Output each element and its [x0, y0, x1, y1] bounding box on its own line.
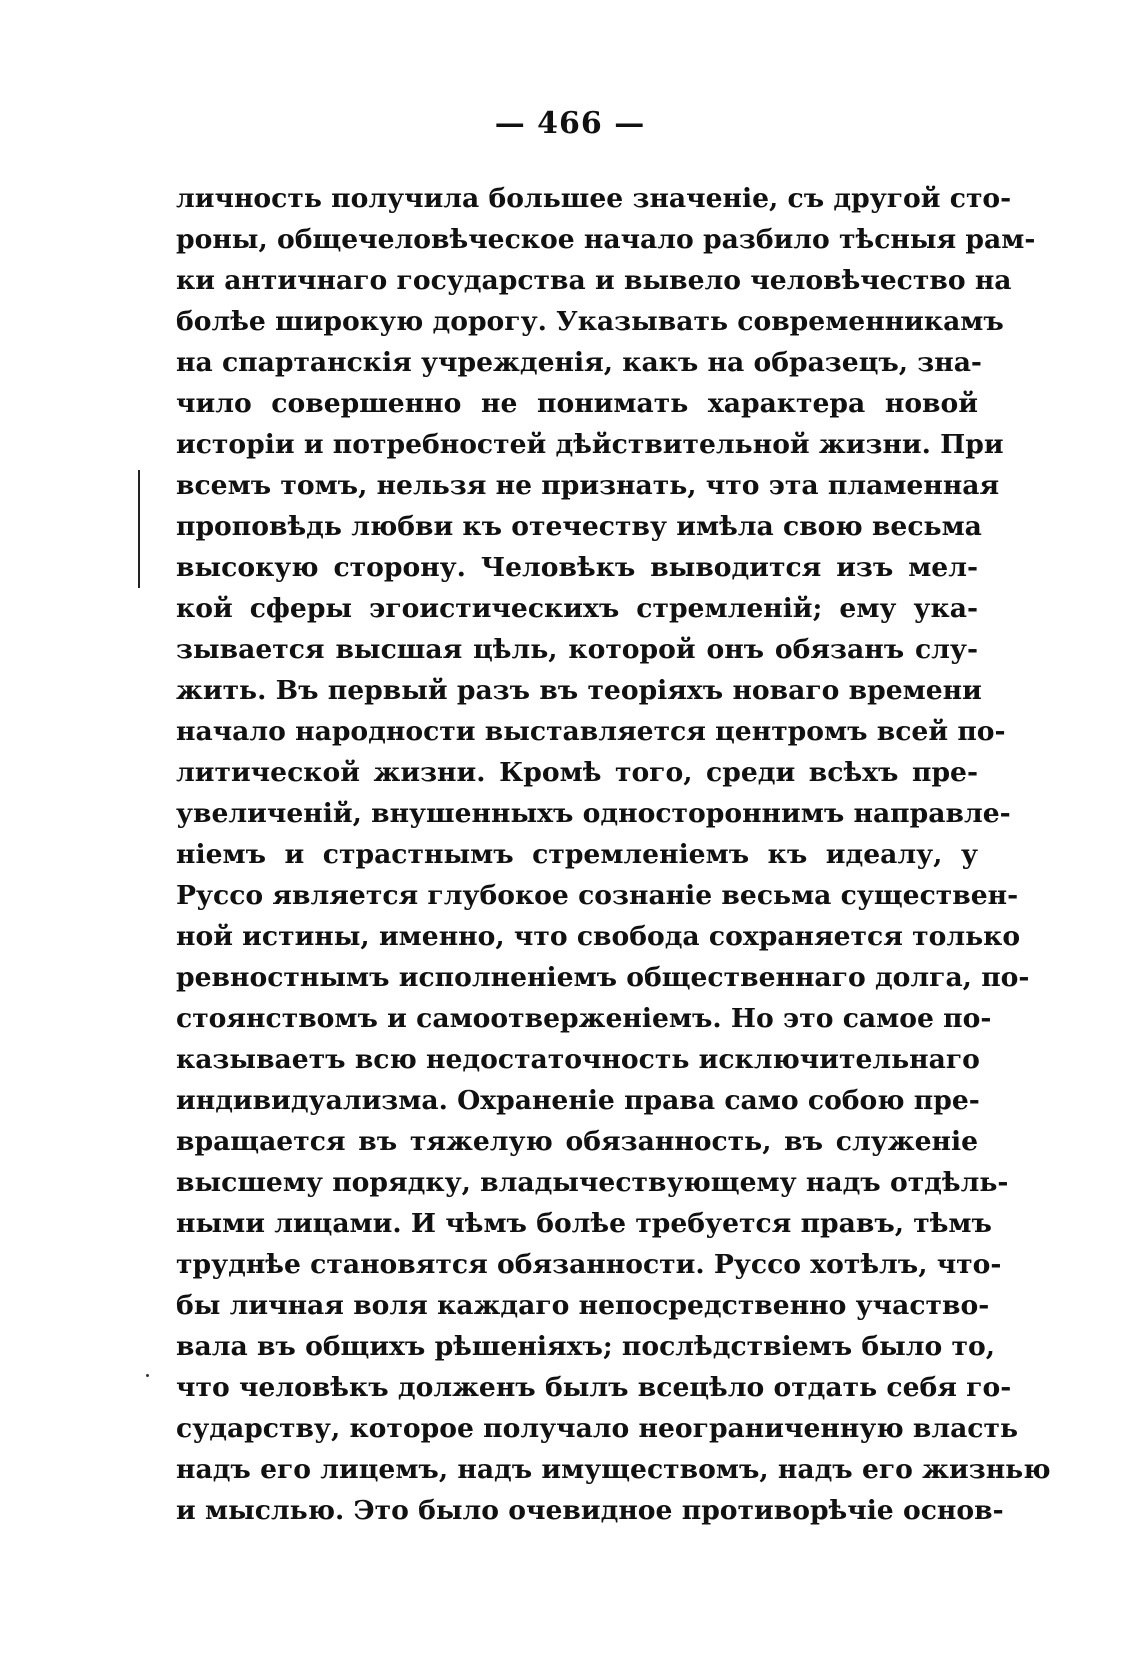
text-line: литической жизни. Кромѣ того, среди всѣхъ пре- [176, 757, 978, 788]
text-line: казываетъ всю недостаточность исключительнаго [176, 1044, 980, 1075]
text-line: вращается въ тяжелую обязанность, въ служеніе [176, 1126, 978, 1157]
text-line: роны, общечеловѣческое начало разбило тѣсныя рам- [176, 224, 1036, 255]
text-line: всемъ томъ, нельзя не признать, что эта пламенная [176, 470, 1000, 501]
text-line: Руссо является глубокое сознаніе весьма существен- [176, 880, 1019, 911]
text-line: увеличеній, внушенныхъ одностороннимъ направле- [176, 798, 1011, 829]
text-line: индивидуализма. Охраненіе права само собою пре- [176, 1085, 980, 1116]
text-line: ревностнымъ исполненіемъ общественнаго долга, по- [176, 962, 1030, 993]
text-line: высшему порядку, владычествующему надъ отдѣль- [176, 1167, 1009, 1198]
text-line: проповѣдь любви къ отечеству имѣла свою весьма [176, 511, 982, 542]
text-line: кой сферы эгоистическихъ стремленій; ему ука- [176, 593, 978, 624]
text-line: ными лицами. И чѣмъ болѣе требуется правъ, тѣмъ [176, 1208, 992, 1239]
text-line: исторіи и потребностей дѣйствительной жизни. При [176, 429, 1004, 460]
text-line: что человѣкъ долженъ былъ всецѣло отдать себя го- [176, 1372, 1012, 1403]
text-line: на спартанскія учрежденія, какъ на образецъ, зна- [176, 347, 982, 378]
text-line: чило совершенно не понимать характера новой [176, 388, 978, 419]
text-line: ніемъ и страстнымъ стремленіемъ къ идеалу, у [176, 839, 978, 870]
margin-mark-line [138, 470, 140, 588]
text-line: начало народности выставляется центромъ всей по- [176, 716, 1006, 747]
text-line: ной истины, именно, что свобода сохраняется только [176, 921, 1021, 952]
page-number: — 466 — [494, 106, 646, 141]
text-line: надъ его лицемъ, надъ имуществомъ, надъ его жизнью [176, 1454, 1051, 1485]
text-line: вала въ общихъ рѣшеніяхъ; послѣдствіемъ было то, [176, 1331, 996, 1362]
text-line: сударству, которое получало неограниченную власть [176, 1413, 1019, 1444]
text-line: бы личная воля каждаго непосредственно участво- [176, 1290, 990, 1321]
text-line: личность получила большее значеніе, съ другой сто- [176, 183, 1012, 214]
text-line: ки античнаго государства и вывело человѣчество на [176, 265, 1012, 296]
text-line: жить. Въ первый разъ въ теоріяхъ новаго времени [176, 675, 982, 706]
text-line: труднѣе становятся обязанности. Руссо хотѣлъ, что- [176, 1249, 1002, 1280]
text-line: зывается высшая цѣль, которой онъ обязанъ слу- [176, 634, 978, 665]
text-line: стоянствомъ и самоотверженіемъ. Но это самое по- [176, 1003, 992, 1034]
text-line: и мыслью. Это было очевидное противорѣчіе основ- [176, 1495, 1004, 1526]
margin-dot [146, 1374, 149, 1377]
text-line: высокую сторону. Человѣкъ выводится изъ мел- [176, 552, 978, 583]
body-text [176, 178, 1051, 1531]
text-line: болѣе широкую дорогу. Указывать современникамъ [176, 306, 1004, 337]
